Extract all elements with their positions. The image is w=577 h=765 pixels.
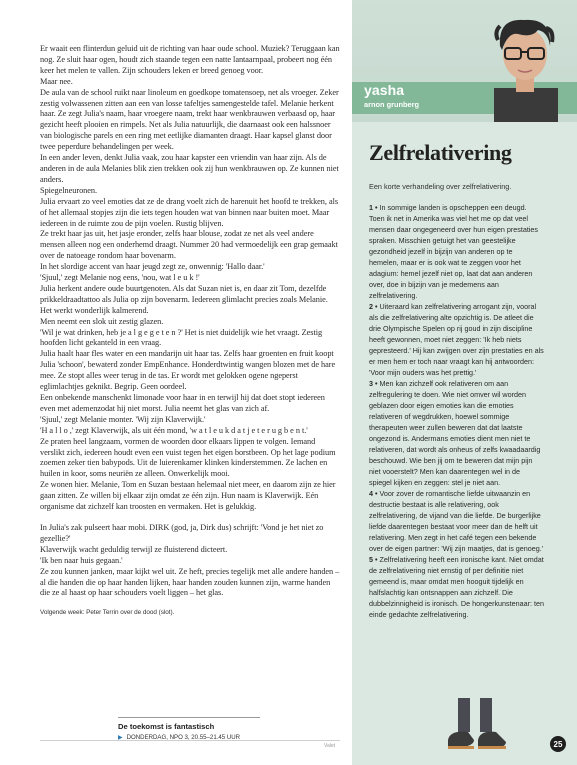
column-item-text: Zelfrelativering heeft een ironische kant. Niet omdat de zelfrelativering niet ernstig of per definitie niet gemeend is, maar omdat men hooguit tijdelijk en halfslachtig kan ontsnappen aan zichzelf. Die dubbelzinnigheid is ironisch. De hongerkunstenaar: ten einde gedachte zelfrelativering.: [369, 555, 545, 619]
story-closing-paragraph: In Julia's zak pulseert haar mobi. DIRK (god, ja, Dirk dus) schrijft: 'Vond je het niet zo gezellie?': [40, 522, 324, 543]
story-paragraph: Ze wonen hier. Melanie, Tom en Suzan bestaan helemaal niet meer, en daarom zijn ze hier gaan zitten. Ze willen bij elkaar zijn omdat ze één zijn. Hun naam is Klaverwijk. Eén organisme dat zichzelf kan troosten en vermaken. Het is gelukkig.: [40, 480, 336, 512]
page-number: 25: [550, 736, 566, 752]
next-week-note: Volgende week: Peter Terrin over de dood (slot).: [40, 609, 175, 617]
footer-label: Valet: [324, 743, 336, 749]
story-paragraph: 'H a l l o ,' zegt Klaverwijk, als uit één mond, 'w a t l e u k d a t j e t e r u g b e n t.': [40, 425, 308, 435]
column-item-number: 2 •: [369, 302, 378, 311]
story-paragraph: In het slordige accent van haar jeugd zegt ze, onwennig: 'Hallo daar.': [40, 262, 265, 272]
story-paragraph: 'Sjuul,' zegt Melanie monter. 'Wij zijn Klaverwijk.': [40, 414, 206, 424]
story-paragraph: Een onbekende manschenkt limonade voor haar in en terwijl hij dat doet stopt iedereen even met ademenzodat hij niet morst. Julia neemt het glas van zich af.: [40, 393, 325, 413]
story-paragraph: Ze trekt haar jas uit, het jasje eronder, zelfs haar blouse, zodat ze net als veel andere mensen alleen nog een onderhemd draagt. Nummer 20 had vermoedelijk een grap gemaakt over de natoeage rondom haar bovenarm.: [40, 229, 338, 261]
tv-title: De toekomst is fantastisch: [118, 722, 215, 731]
story-paragraph: Spiegelneuronen.: [40, 185, 98, 195]
column-item-text: Voor zover de romantische liefde uitwaanzin en destructie bestaat is alle relativering, ook zelfrelativering, de vijand van die liefde. De burgerlijke liefde daarentegen bestaat voor meer dan de helft uit relativering. Men zegt in het café tegen een bekende over de eigen partner: 'Wij zijn maatjes, dat is genoeg.': [369, 489, 544, 553]
column-sidebar: [352, 0, 577, 765]
author-portrait: [472, 10, 572, 122]
column-body: [369, 202, 544, 620]
column-item-text: Men kan zichzelf ook relativeren om aan zelfregulering te doen. Wie niet omver wil worden geblazen door eigen emoties kan die emoties relativeren of wegdrukken, hoewel sommige therapeuten weer zullen beweren dat dat laatste ongezond is. Andermans emoties dient men niet te relativeren, dat wordt als onheus of zelfs kwaadaardig beschouwd. Wie ben jij om te beweren dat mijn pijn niet vooerstelt? Men kan daarentegen wel in de spiegel kijken en zeggen: stel je niet aan.: [369, 379, 541, 487]
story-paragraph: Er waait een flinterdun geluid uit de richting van haar oude school. Muziek? Teruggaan kan nog. Ze sluit haar ogen, houdt zich staande tegen een natte lantaarnpaal, probeert nog één keer het melen te vallen. Zijn schouders leken er breed genoeg voor.: [40, 44, 340, 75]
tv-listing: [118, 717, 260, 741]
story-paragraph: Maar nee.: [40, 76, 73, 86]
column-item: [369, 488, 544, 554]
column-item-text: In sommige landen is opscheppen een deugd. Toen ik net in Amerika was viel het me op dat veel mensen daar ongegeneerd over hun eigen prestaties spraken. Misschien getuigt het van geestelijke gezondheid jezelf in bijzijn van anderen op te hemelen, maar er is ook wat te zeggen voor het adagium: hemel jezelf niet op, laat dat aan anderen over, doe in bijzijn van je medemens aan zelfrelativering.: [369, 203, 539, 300]
column-item: [369, 378, 544, 488]
shoes-illustration: [440, 698, 510, 758]
column-item-number: 1 •: [369, 203, 378, 212]
author-full-name: arnon grunberg: [364, 100, 420, 109]
story-paragraph: 'Wil je wat drinken, heb je a l g e g e t e n ?' Het is niet duidelijk wie het vraagt. Zestig hoofden licht gekanteld in een vraag.: [40, 327, 323, 348]
story-closing-paragraph: Ze zou kunnen janken, maar kijkt wel uit. Ze heft, precies tegelijk met alle andere handen – al die handen die op haar handen lijken, haar handen zouden kunnen zijn, warme handen die ze al haast op haar schouders voelt liggen – het glas.: [40, 566, 340, 598]
column-title: Zelfrelativering: [369, 140, 512, 165]
column-subtitle: Een korte verhandeling over zelfrelativering.: [369, 182, 512, 191]
story-paragraph: Men neemt een slok uit zestig glazen.: [40, 316, 164, 326]
column-item: [369, 554, 544, 620]
story-paragraph: Ze praten heel langzaam, vormen de woorden door elkaars lippen te volgen. Iemand verslikt zich, iedereen houdt even een vuist tegen het eigen borstbeen. Op het lage podium zoemen zeker tien babypods. Uit de luierenkamer klinken kinderstemmen. Ze lachen en huilen in koor, soms neuriën ze alleen. Onwerkelijk mooi.: [40, 436, 336, 479]
story-paragraph: In een ander leven, denkt Julia vaak, zou haar kapster een vriendin van haar zijn. Als de anderen in de aula Melanies blik zien trekken ook zij hun wenkbrauwen op. Ze kunnen niet anders.: [40, 153, 339, 184]
tv-info: DONDERDAG, NPO 3, 20.55–21.45 UUR: [126, 734, 241, 741]
column-item: [369, 301, 544, 378]
story-column: [40, 44, 340, 619]
story-paragraph: De aula van de school ruikt naar linoleum en goedkope tomatensoep, net als vroeger. Zeker zestig volwassenen zitten aan een van losse tafeltjes samengestelde tafel. Melanie herkent haar. Ze zegt Julia's naam, haar vroegere naam, trekt haar wenkbrauwen verbaasd op, haar gezicht heeft plooien en rimpels. Net als Julia natuurlijk, die daarnaast ook een halssnoer van biologische parels en een ring met eetlijke diamanten draagt. Haar kapsel glanst door twee peperdure behandelingen per week.: [40, 87, 339, 152]
column-item: [369, 202, 544, 301]
story-paragraph: 'Sjuul,' zegt Melanie nog eens, 'nou, wat l e u k !': [40, 273, 200, 283]
story-paragraph: Julia haalt haar fles water en een mandarijn uit haar tas. Zelfs haar groenten en fruit koopt Julia 'schoon', bewaterd zonder EmpEnhance. Honderdtwintig wangen blozen met de hare mee. Ze stopt alles weer terug in de tas. Er wordt met gelokken ogene ngeperst eglimlachtjes geknikt. Begrip. Geen oordeel.: [40, 349, 336, 392]
story-closing-paragraph: Klaverwijk wacht geduldig terwijl ze fluisterend dicteert.: [40, 544, 228, 554]
column-item-number: 3 •: [369, 379, 378, 388]
story-paragraph: Julia herkent andere oude buurtgenoten. Als dat Suzan niet is, en daar zit Tom, dezelfde prikkeldraadtattoo als Julia op zijn bovenarm. Iedereen glimlacht precies zoals Melanie. Het werkt wonderlijk kalmerend.: [40, 283, 328, 315]
column-item-number: 5 •: [369, 555, 378, 564]
column-item-number: 4 •: [369, 489, 378, 498]
footer-divider: [40, 740, 340, 741]
column-item-text: Uiteraard kan zelfrelativering arrogant zijn, vooral als die zelfrelativering alte opzichtig is. De atleet die drie Olympische Spelen op rij goud in zijn discipline heeft gewonnen, moet niet zeggen: 'Ik heb niets gepresteerd.' Hij kan zwijgen over zijn prestaties en als er men hem er toch naar vraagt kan hij antwoorden: 'Voor mijn ouders was het prettig.': [369, 302, 544, 377]
author-first-name: yasha: [364, 82, 405, 98]
play-triangle-icon: ▶: [118, 735, 123, 741]
story-paragraph: Julia ervaart zo veel emoties dat ze de drang voelt zich de harenuit het hoofd te trekken, als of het allemaal stopjes zijn die iets tegen houden wat van binnen naar buiten moet. Maar iedereen in de ruimte zou de pijn voelen. Rustig blijven.: [40, 196, 339, 228]
story-closing-paragraph: 'Ik ben naar huis gegaan.': [40, 555, 123, 565]
